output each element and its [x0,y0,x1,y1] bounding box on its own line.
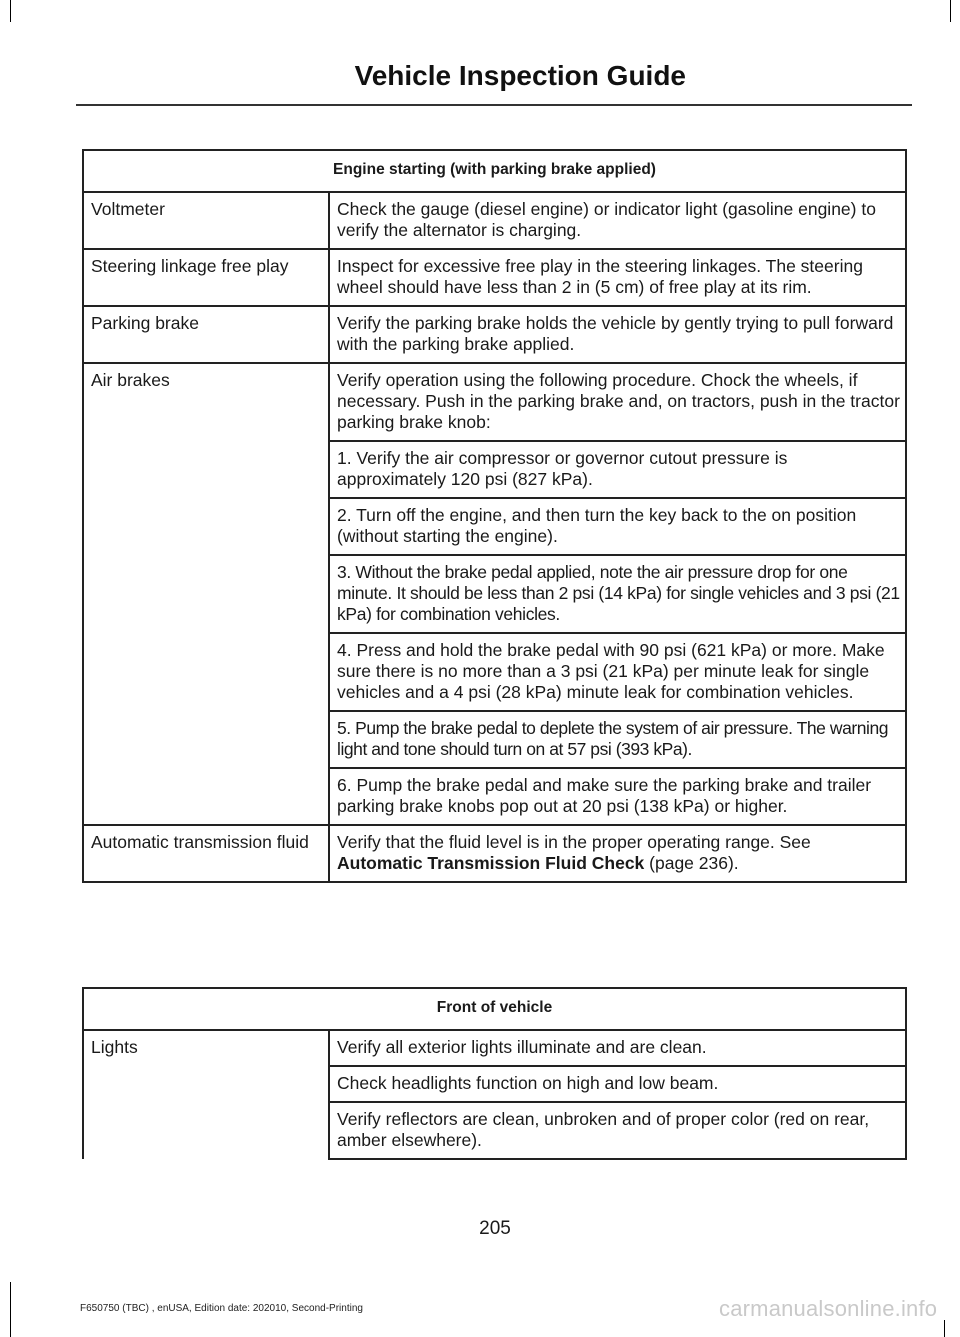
table-heading: Front of vehicle [83,988,906,1030]
page-title: Vehicle Inspection Guide [354,60,686,91]
table-header-row [83,150,906,192]
item-parking-brake: Parking brake [83,306,329,363]
check-text: Verify operation using the following procedure. Chock the wheels, if necessary. Push in the parking brake and, on tractors, push in the tractor parking brake knob: [329,363,906,441]
check-text: Verify the parking brake holds the vehicle by gently trying to pull forward with the parking brake applied. [329,306,906,363]
table-heading: Engine starting (with parking brake applied) [83,150,906,192]
front-of-vehicle-table [82,987,907,1160]
check-step-2: 2. Turn off the engine, and then turn the key back to the on position (without starting the engine). [329,498,906,555]
cross-reference-link[interactable]: Automatic Transmission Fluid Check [337,853,645,873]
table-row [83,192,906,249]
crop-mark-top-right [950,0,951,22]
crop-mark-top-left [10,0,11,22]
page-number: 205 [479,1218,511,1239]
check-step-3: 3. Without the brake pedal applied, note the air pressure drop for one minute. It should be less than 2 psi (14 kPa) for single vehicles and 3 psi (21 kPa) for combination vehicles. [329,555,906,633]
edition-footer: F650750 (TBC) , enUSA, Edition date: 202010, Second-Printing [80,1303,363,1314]
check-text: Verify reflectors are clean, unbroken and of proper color (red on rear, amber elsewhere). [329,1102,906,1159]
table-row [83,1030,906,1066]
table-row [83,825,906,882]
check-step-5: 5. Pump the brake pedal to deplete the system of air pressure. The warning light and tone should turn on at 57 psi (393 kPa). [329,711,906,768]
check-step-1: 1. Verify the air compressor or governor cutout pressure is approximately 120 psi (827 kPa). [329,441,906,498]
check-step-4: 4. Press and hold the brake pedal with 90 psi (621 kPa) or more. Make sure there is no more than a 3 psi (21 kPa) per minute leak for single vehicles and a 4 psi (28 kPa) minute leak for combination vehicles. [329,633,906,711]
table-row [83,363,906,441]
table-row [83,306,906,363]
table-row [83,249,906,306]
check-text: Check the gauge (diesel engine) or indicator light (gasoline engine) to verify the alternator is charging. [329,192,906,249]
check-text: Check headlights function on high and low beam. [329,1066,906,1102]
crop-mark-bottom-right [944,1320,945,1337]
watermark: carmanualsonline.info [719,1296,938,1321]
item-voltmeter: Voltmeter [83,192,329,249]
check-text: Inspect for excessive free play in the steering linkages. The steering wheel should have less than 2 in (5 cm) of free play at its rim. [329,249,906,306]
engine-starting-table [82,149,907,883]
crop-mark-bottom-left [10,1282,11,1337]
table-header-row [83,988,906,1030]
check-text: Verify all exterior lights illuminate and are clean. [329,1030,906,1066]
item-automatic-transmission-fluid: Automatic transmission fluid [83,825,329,882]
header-divider [76,104,912,106]
item-air-brakes: Air brakes [83,363,329,825]
check-text: Verify that the fluid level is in the proper operating range. See Automatic Transmission Fluid Check (page 236). [329,825,906,882]
item-lights: Lights [83,1030,329,1159]
check-step-6: 6. Pump the brake pedal and make sure the parking brake and trailer parking brake knobs pop out at 20 psi (138 kPa) or higher. [329,768,906,825]
item-steering-linkage: Steering linkage free play [83,249,329,306]
